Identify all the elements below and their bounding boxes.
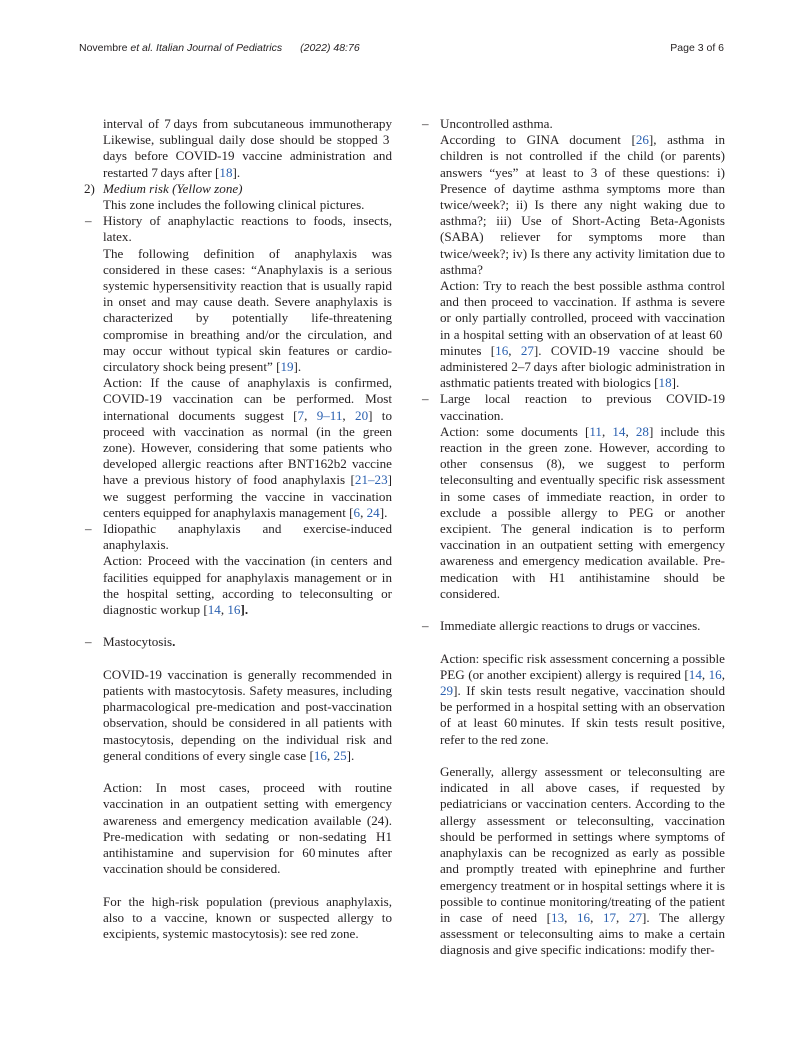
citation-link[interactable]: 20 xyxy=(355,407,369,423)
citation-link[interactable]: 27 xyxy=(628,909,642,925)
immunotherapy-paragraph: interval of 7 days from subcutaneous immunotherapy Likewise, sublingual daily dose should be stopped 3 days before COVID-19 vaccine administration and restarted 7 days after [18]. xyxy=(103,116,392,180)
action-paragraph: Action: In most cases, proceed with routine vaccination in an outpatient setting with emergency awareness and emergency medication available (24). Pre-medication with sedating or non-sedating H1 antihistamine and supervision for 60 minutes after vaccination should be considered. xyxy=(103,780,392,877)
citation-link[interactable]: 28 xyxy=(635,423,649,439)
citation-link[interactable]: 24 xyxy=(366,504,380,520)
citation-link[interactable]: 11 xyxy=(589,423,602,439)
list-number: 2) xyxy=(84,180,95,196)
item-title: Large local reaction to previous COVID-19 vaccination. xyxy=(440,391,725,423)
list-item-immediate-reactions xyxy=(421,618,725,958)
journal-citation xyxy=(79,42,360,54)
citation-link[interactable]: 16 xyxy=(313,747,327,763)
general-paragraph: Generally, allergy assessment or teleconsulting are indicated in all above cases, if requested by pediatricians or vaccination centers. According to the allergy assessment or teleconsulting, vaccination should be performed in settings where symptoms of anaphylaxis can be recognized as early as possible and promptly treated with epinephrine and further emergency treatment or in hospital settings where it is possible to continue monitoring/treating of the patient in case of need [13, 16, 17, 27]. The allergy assessment or teleconsulting aims to make a certain diagnosis and give specific indications: modify ther- xyxy=(440,764,726,958)
action-paragraph: Action: If the cause of anaphylaxis is confirmed, COVID-19 vaccination can be performed. Most international documents suggest [7, 9–11, 20] to proceed with vaccination as normal (in the green zone). However, considering that some patients who developed allergic reactions after BNT162b2 vaccine have a previous history of food anaphylaxis [21–23] we suggest performing the vaccine in vaccination centers equipped for anaphylaxis management [6, 24]. xyxy=(103,375,392,520)
citation-link[interactable]: 25 xyxy=(333,747,347,763)
citation-link[interactable]: 14 xyxy=(207,602,221,618)
page-number: Page 3 of 6 xyxy=(670,42,724,54)
item-title: Uncontrolled asthma. xyxy=(440,116,553,131)
list-item-medium-risk xyxy=(84,181,392,197)
dash-bullet: – xyxy=(85,634,92,650)
mastocytosis-paragraph: COVID-19 vaccination is generally recommended in patients with mastocytosis. Safety measures, including pharmacological pre-medication and post-vaccination observation, should be considered in all patients with mastocytosis, depending on the individual risk and general conditions of every single case [16, 25]. xyxy=(103,666,392,763)
high-risk-paragraph: For the high-risk population (previous anaphylaxis, also to a vaccine, known or suspected allergy to excipients, systemic mastocytosis): see red zone. xyxy=(103,893,392,942)
citation-link[interactable]: 26 xyxy=(635,132,649,148)
header-authors: Novembre xyxy=(79,42,128,54)
list-item-history-anaphylaxis xyxy=(84,213,392,521)
citation-link[interactable]: 17 xyxy=(602,909,617,925)
action-paragraph: Action: some documents [11, 14, 28] include this reaction in the green zone. However, according to other consensus (8), we suggest to perform teleconsulting and eventually specific risk assessment in some cases of immediate reaction, in order to exclude a possible allergy to PEG or another excipient. The general indication is to perform vaccination in an outpatient setting with emergency awareness and emergency medication available. Pre-medication with H1 antihistamine should be considered. xyxy=(440,423,725,601)
citation-link[interactable]: 14 xyxy=(688,666,702,682)
action-paragraph: Action: specific risk assessment concerning a possible PEG (or another excipient) allergy is required [14, 16, 29]. If skin tests result negative, vaccination should be performed in a hospital setting with an observation of at least 60 minutes. If skin tests result positive, refer to the red zone. xyxy=(440,650,725,747)
citation-link[interactable]: 13 xyxy=(551,909,565,925)
citation-link[interactable]: 6 xyxy=(353,504,361,520)
header-journal: et al. Italian Journal of Pediatrics xyxy=(127,42,283,54)
list-item-mastocytosis xyxy=(84,634,392,942)
dash-bullet: – xyxy=(422,116,429,131)
citation-link[interactable]: 9–11 xyxy=(316,407,343,423)
dash-bullet: – xyxy=(85,213,92,229)
citation-link[interactable]: 16 xyxy=(227,602,241,618)
citation-link[interactable]: 16 xyxy=(708,666,722,682)
dash-bullet: – xyxy=(85,521,92,537)
citation-link[interactable]: 18 xyxy=(658,375,672,391)
item-title: Idiopathic anaphylaxis and exercise-induced anaphylaxis. xyxy=(103,521,392,553)
item-title: History of anaphylactic reactions to foods, insects, latex. xyxy=(103,213,392,245)
citation-link[interactable]: 29 xyxy=(440,683,454,699)
item-title: Immediate allergic reactions to drugs or vaccines. xyxy=(440,618,701,634)
gina-paragraph: According to GINA document [26], asthma in children is not controlled if the child (or parents) answers “yes” at least to 3 of these questions: i) Presence of daytime asthma symptoms more than twice/week?; ii) Is there any night waking due to asthma?; iii) Use of Short-Acting Beta-Agonists (SABA) reliever for symptoms more than twice/week?; iv) Is there any activity limitation due to asthma? xyxy=(440,132,725,277)
list-item-uncontrolled-asthma xyxy=(421,116,725,391)
citation-link[interactable]: 21–23 xyxy=(354,472,388,488)
zone-intro: This zone includes the following clinical pictures. xyxy=(103,197,365,213)
dash-bullet: – xyxy=(422,391,429,407)
section-heading: Medium risk (Yellow zone) xyxy=(103,180,243,196)
citation-link[interactable]: 27 xyxy=(520,342,534,358)
definition-paragraph: The following definition of anaphylaxis was considered in these cases: “Anaphylaxis is a serious systemic hypersensitivity reaction that is usually rapid in onset and may cause death. Severe anaphylaxis is characterized by potentially life-threatening compromise in breathing and/or the circulation, and may occur without typical skin features or cardio-circulatory shock being present” [19]. xyxy=(103,245,392,375)
citation-link[interactable]: 14 xyxy=(612,423,626,439)
list-item-idiopathic xyxy=(84,521,392,618)
item-title: Mastocytosis. xyxy=(103,634,176,650)
action-paragraph: Action: Proceed with the vaccination (in centers and facilities equipped for anaphylaxis management or in the hospital setting, according to teleconsulting or diagnostic workup [14, 16]. xyxy=(103,553,392,618)
citation-link[interactable]: 18 xyxy=(219,164,233,180)
citation-link[interactable]: 7 xyxy=(297,407,305,423)
citation-link[interactable]: 16 xyxy=(495,342,509,358)
citation-link[interactable]: 16 xyxy=(576,909,591,925)
header-year: (2022) 48:76 xyxy=(300,42,360,54)
left-column xyxy=(84,116,392,942)
list-item-large-local-reaction xyxy=(421,391,725,602)
action-paragraph: Action: Try to reach the best possible asthma control and then proceed to vaccination. If asthma is severe or only partially controlled, proceed with vaccination in a hospital setting with an observation of at least 60 minutes [16, 27]. COVID-19 vaccine should be administered 2–7 days after biologic administration in asthmatic patients treated with biologics [18]. xyxy=(440,278,725,391)
citation-link[interactable]: 19 xyxy=(280,359,294,375)
running-header xyxy=(0,42,800,58)
right-column xyxy=(421,116,725,959)
dash-bullet: – xyxy=(422,618,429,634)
